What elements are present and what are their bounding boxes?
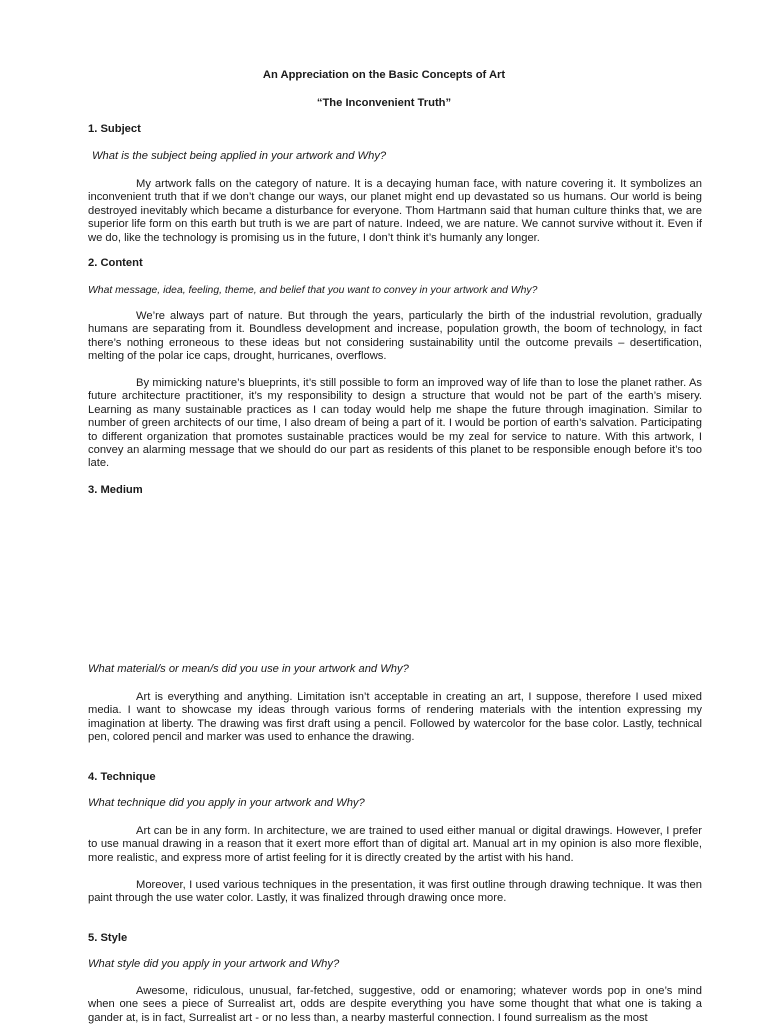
section-paragraph: By mimicking nature’s blueprints, it’s still possible to form an improved way of life than to lose the planet rather. As future architecture practitioner, it’s my responsibility to design a structure that would not be part of the earth’s misery. Learning as many sustainable practices as I can today would help me shape the future through imagination. Similar to number of green architects of our time, I also dream of being a part of it. I would be portion of earth’s salvation. Participating to different organization that promotes sustainable practices would be my zeal for service to nature. With this artwork, I convey an alarming message that we should do our part as residents of this planet to be responsible enough before it’s too late. bbox=[88, 377, 702, 470]
section-question-technique: What technique did you apply in your artwork and Why? bbox=[88, 797, 365, 809]
document-subtitle: “The Inconvenient Truth” bbox=[316, 97, 452, 109]
section-paragraph: Art is everything and anything. Limitation isn’t acceptable in creating an art, I suppose, therefore I used mixed media. I want to showcase my ideas through various forms of rendering materials with the intention expressing my imagination at liberty. The drawing was first draft using a pencil. Followed by watercolor for the base color. Lastly, technical pen, colored pencil and marker was used to enhance the drawing. bbox=[88, 691, 702, 744]
section-heading-technique: 4. Technique bbox=[88, 771, 156, 783]
document-title: An Appreciation on the Basic Concepts of Art bbox=[262, 69, 506, 81]
section-paragraph: We’re always part of nature. But through the years, particularly the birth of the industrial revolution, gradually humans are separating from it. Boundless development and increase, population growth, the boom of technology, in fact there’s nothing erroneous to these ideas but not considering sustainability until the outcome prevails – desertification, melting of the polar ice caps, drought, hurricanes, overflows. bbox=[88, 310, 702, 363]
section-paragraph: Moreover, I used various techniques in the presentation, it was first outline through drawing technique. It was then paint through the use water color. Lastly, it was finalized through drawing once more. bbox=[88, 879, 702, 905]
section-paragraph: Awesome, ridiculous, unusual, far-fetched, suggestive, odd or enamoring; whatever words pop in one’s mind when one sees a piece of Surrealist art, odds are despite everything you have some thought that what one is taking a gander at, is in fact, Surrealist art - or no less than, a nearby masterful connection. I found surrealism as the most bbox=[88, 985, 702, 1024]
section-question-subject: What is the subject being applied in your artwork and Why? bbox=[92, 150, 387, 162]
section-heading-style: 5. Style bbox=[88, 932, 128, 944]
section-heading-subject: 1. Subject bbox=[88, 123, 141, 135]
section-question-medium: What material/s or mean/s did you use in your artwork and Why? bbox=[88, 663, 409, 675]
section-paragraph: My artwork falls on the category of nature. It is a decaying human face, with nature covering it. It symbolizes an inconvenient truth that if we don’t change our ways, our planet might end up devastated so us humans. Our world is being destroyed inevitably which became a disturbance for everyone. Thom Hartmann said that human culture thinks that, we are superior life form on this earth but truth is we are part of nature. Indeed, we are nature. We cannot survive without it. Even if we do, like the technology is promising us in the future, I don’t think it’s humanly any longer. bbox=[88, 178, 702, 244]
section-heading-content: 2. Content bbox=[88, 257, 143, 269]
section-question-style: What style did you apply in your artwork and Why? bbox=[88, 958, 340, 970]
section-question-content: What message, idea, feeling, theme, and belief that you want to convey in your artwork and Why? bbox=[88, 285, 538, 296]
section-heading-medium: 3. Medium bbox=[88, 484, 143, 496]
section-paragraph: Art can be in any form. In architecture, we are trained to used either manual or digital drawings. However, I prefer to use manual drawing in a reason that it exert more effort than of digital art. Manual art in my opinion is also more flexible, more realistic, and express more of artist feeling for it is directly created by the artist with his hand. bbox=[88, 825, 702, 864]
